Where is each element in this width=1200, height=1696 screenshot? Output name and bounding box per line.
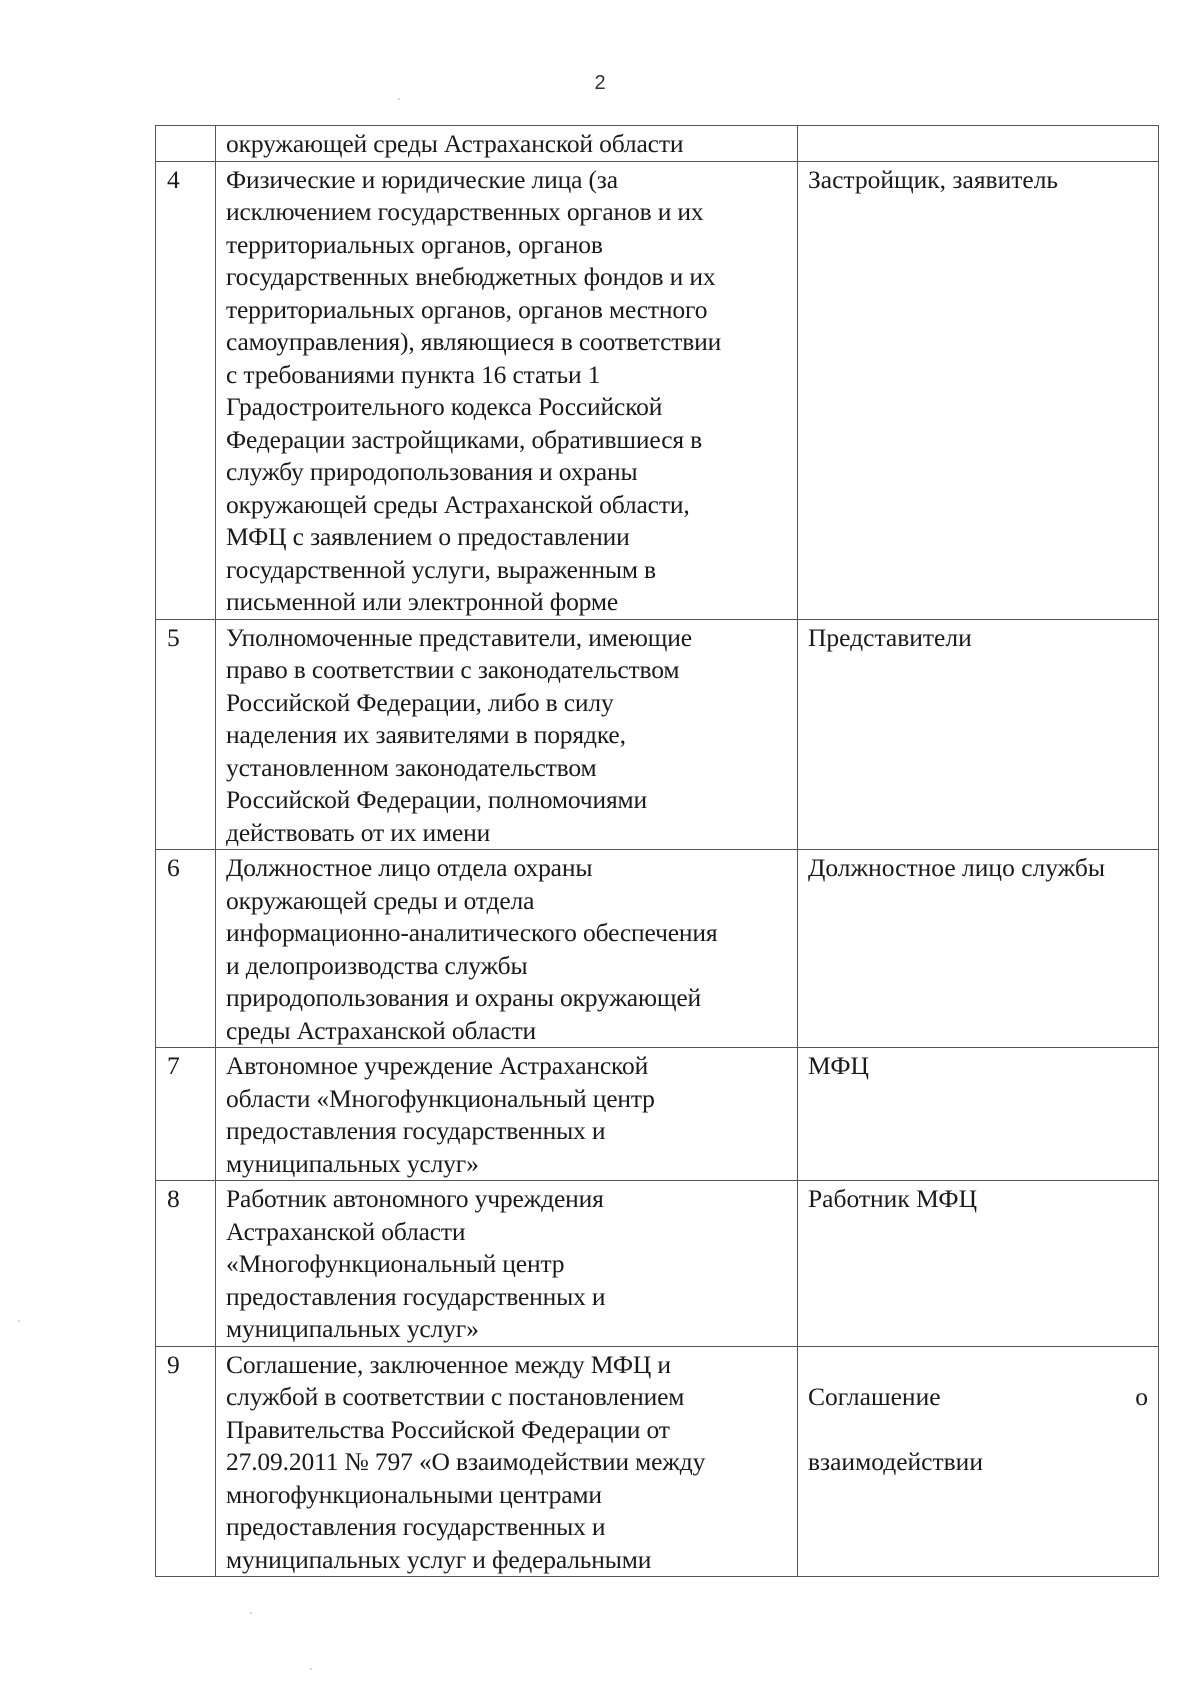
row-number: 6 [156, 850, 216, 1048]
row-number: 7 [156, 1048, 216, 1181]
table-row [156, 1346, 1159, 1577]
row-number: 5 [156, 619, 216, 850]
row-description: Автономное учреждение Астраханской области «Многофункциональный центр предоставления государственных и муниципальных услуг» [216, 1048, 798, 1181]
scan-speck [250, 1612, 252, 1614]
row-description: Работник автономного учреждения Астраханской области «Многофункциональный центр предоставления государственных и муниципальных услуг» [216, 1181, 798, 1347]
row-description: Соглашение, заключенное между МФЦ и службой в соответствии с постановлением Правительства Российской Федерации от 27.09.2011 № 797 «О взаимодействии между многофункциональными центрами предоставления государственных и муниципальных услуг и федеральными [216, 1346, 798, 1577]
row-number: 9 [156, 1346, 216, 1577]
term-line: взаимодействии [808, 1447, 983, 1476]
scan-speck [398, 98, 400, 100]
row-number [156, 126, 216, 162]
row-term [798, 126, 1159, 162]
table-row [156, 161, 1159, 619]
row-term [798, 1346, 1159, 1577]
row-number: 8 [156, 1181, 216, 1347]
term-word: Соглашение [808, 1382, 941, 1411]
row-term: Работник МФЦ [798, 1181, 1159, 1347]
row-term: Должностное лицо службы [798, 850, 1159, 1048]
row-description: Физические и юридические лица (за исключением государственных органов и их территориальных органов, органов государственных внебюджетных фондов и их территориальных органов, органов местного самоуправления), являющиеся в соответствии с требованиями пункта 16 статьи 1 Градостроительного кодекса Российской Федерации застройщиками, обратившиеся в службу природопользования и охраны окружающей среды Астраханской области, МФЦ с заявлением о предоставлении государственной услуги, выраженным в письменной или электронной форме [216, 161, 798, 619]
table-row [156, 850, 1159, 1048]
definitions-table [155, 125, 1159, 1577]
scan-speck [18, 1320, 20, 1322]
term-word: о [1135, 1382, 1148, 1411]
table-row [156, 1181, 1159, 1347]
table-row [156, 619, 1159, 850]
term-line [808, 1381, 1148, 1414]
page-number: 2 [594, 72, 606, 94]
table-row [156, 1048, 1159, 1181]
row-term: Застройщик, заявитель [798, 161, 1159, 619]
row-description: Уполномоченные представители, имеющие право в соответствии с законодательством Российской Федерации, либо в силу наделения их заявителями в порядке, установленном законодательством Российской Федерации, полномочиями действовать от их имени [216, 619, 798, 850]
table-row [156, 126, 1159, 162]
row-description: окружающей среды Астраханской области [216, 126, 798, 162]
scan-speck [310, 1668, 312, 1670]
row-number: 4 [156, 161, 216, 619]
row-term: МФЦ [798, 1048, 1159, 1181]
row-description: Должностное лицо отдела охраны окружающей среды и отдела информационно-аналитического обеспечения и делопроизводства службы природопользования и охраны окружающей среды Астраханской области [216, 850, 798, 1048]
row-term: Представители [798, 619, 1159, 850]
